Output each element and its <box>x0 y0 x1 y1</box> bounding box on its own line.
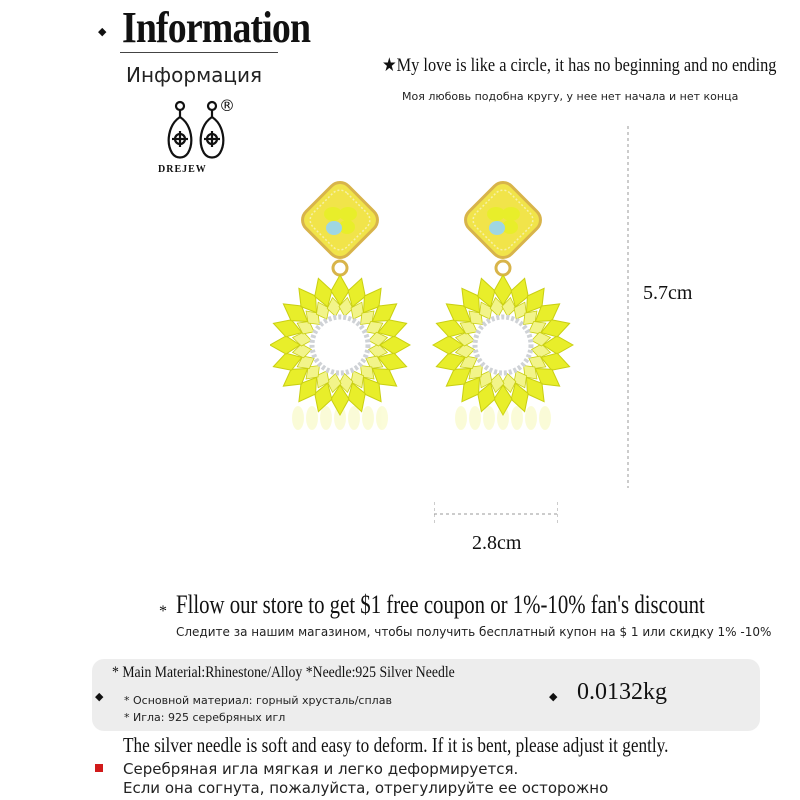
width-label: 2.8cm <box>472 532 522 554</box>
needle-note: The silver needle is soft and easy to deform. If it is bent, please adjust it gently. <box>123 733 669 757</box>
yellow-sunflower-drop-earrings-icon <box>270 160 590 440</box>
right-earring <box>433 178 573 430</box>
brand-name: DREJEW <box>158 164 207 175</box>
note-marker <box>95 764 103 772</box>
title-divider <box>120 52 278 53</box>
spec-needle-ru: * Игла: 925 серебряных игл <box>124 711 286 724</box>
page-title-ru: Информация <box>126 63 263 87</box>
spec-material-ru: * Основной материал: горный хрусталь/сплав <box>124 694 392 707</box>
width-dimension-line <box>434 502 558 526</box>
slogan: ★My love is like a circle, it has no beginning and no ending <box>382 55 777 76</box>
promo-text: Fllow our store to get $1 free coupon or 1%-10% fan's discount <box>176 590 705 619</box>
weight-bullet: ◆ <box>549 691 558 703</box>
needle-note-ru-2: Если она согнута, пожалуйста, отрегулируйте ее осторожно <box>123 779 609 797</box>
weight-value: 0.0132kg <box>577 679 667 705</box>
spec-material-needle: * Main Material:Rhinestone/Alloy *Needle:925 Silver Needle <box>112 664 455 681</box>
needle-note-ru-1: Серебряная игла мягкая и легко деформируется. <box>123 760 519 778</box>
page-title: Information <box>122 3 311 52</box>
slogan-ru: Моя любовь подобна кругу, у нее нет начала и нет конца <box>402 90 739 103</box>
left-earring <box>270 178 410 430</box>
title-bullet: ◆ <box>98 26 107 38</box>
height-dimension-line <box>627 126 629 488</box>
promo-bullet: * <box>159 603 167 620</box>
registered-mark: ® <box>219 96 235 115</box>
promo-text-ru: Следите за нашим магазином, чтобы получить бесплатный купон на $ 1 или скидку 1% -10% <box>176 625 772 639</box>
height-label: 5.7cm <box>643 282 693 304</box>
spec-bullet: ◆ <box>95 691 104 703</box>
